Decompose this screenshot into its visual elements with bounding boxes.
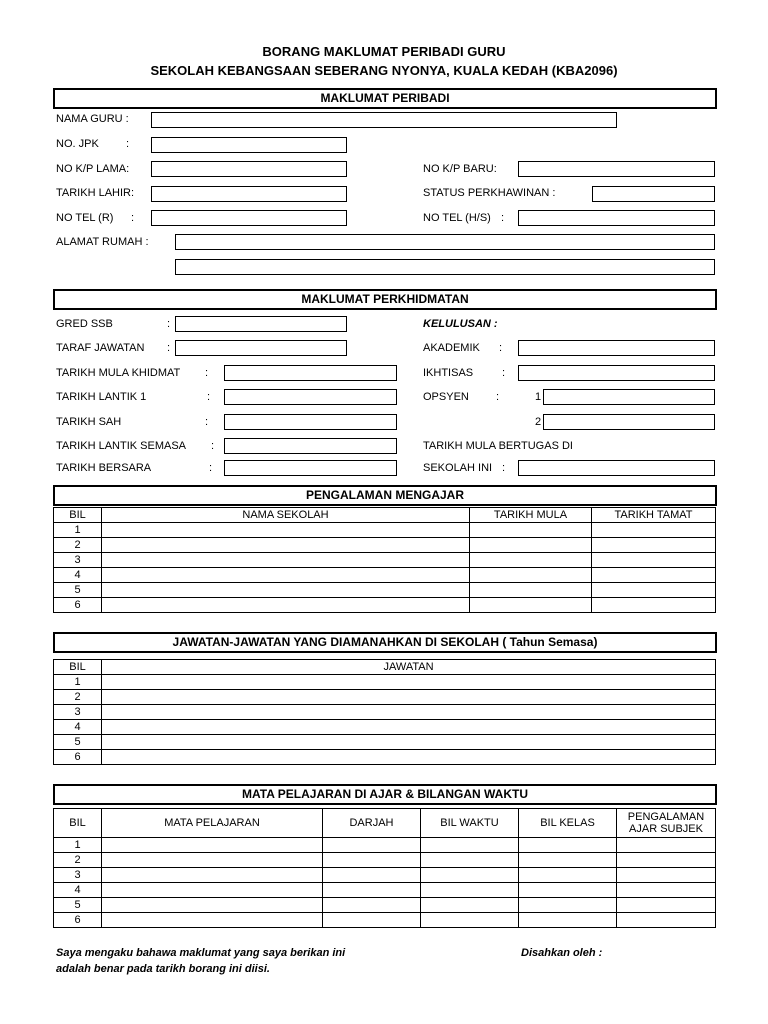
section-experience-header: PENGALAMAN MENGAJAR [53, 485, 717, 506]
alamat-rumah-field-2[interactable] [175, 259, 715, 275]
colon: : [502, 367, 506, 379]
table-cell[interactable] [617, 913, 716, 928]
table-cell[interactable] [421, 913, 519, 928]
table-cell[interactable] [102, 690, 716, 705]
no-jpk-field[interactable] [151, 137, 347, 153]
row-number: 4 [54, 883, 102, 898]
table-cell[interactable] [592, 538, 716, 553]
experience-header-row [54, 508, 716, 523]
table-cell[interactable] [592, 568, 716, 583]
label-no-kp-baru: NO K/P BARU: [423, 163, 497, 175]
table-row [54, 705, 716, 720]
table-cell[interactable] [421, 898, 519, 913]
table-cell[interactable] [519, 898, 617, 913]
label-ikhtisas: IKHTISAS [423, 367, 474, 379]
table-cell[interactable] [323, 898, 421, 913]
table-cell[interactable] [323, 868, 421, 883]
no-kp-baru-field[interactable] [518, 161, 715, 177]
declaration-line-1: Saya mengaku bahawa maklumat yang saya berikan ini [56, 947, 346, 959]
col-jawatan: JAWATAN [102, 660, 716, 675]
table-row [54, 735, 716, 750]
label-gred-ssb: GRED SSB [56, 318, 113, 330]
col-darjah: DARJAH [323, 809, 421, 838]
row-number: 2 [54, 538, 102, 553]
table-row [54, 523, 716, 538]
no-kp-lama-field[interactable] [151, 161, 347, 177]
tarikh-lahir-field[interactable] [151, 186, 347, 202]
table-cell[interactable] [519, 913, 617, 928]
label-alamat-rumah: ALAMAT RUMAH : [56, 236, 149, 248]
label-status-perkahwinan: STATUS PERKHAWINAN : [423, 187, 556, 199]
label-akademik: AKADEMIK [423, 342, 480, 354]
form-title: BORANG MAKLUMAT PERIBADI GURU [262, 44, 506, 59]
table-cell[interactable] [519, 853, 617, 868]
label-no-tel-hs: NO TEL (H/S) [423, 212, 491, 224]
colon: : [167, 318, 171, 330]
table-cell[interactable] [102, 583, 470, 598]
col-bil-waktu: BIL WAKTU [421, 809, 519, 838]
label-tarikh-lantik-semasa: TARIKH LANTIK SEMASA [56, 440, 186, 452]
declaration-line-2: adalah benar pada tarikh borang ini diisi. [56, 963, 270, 975]
table-cell[interactable] [617, 853, 716, 868]
alamat-rumah-field-1[interactable] [175, 234, 715, 250]
table-cell[interactable] [323, 853, 421, 868]
table-cell[interactable] [102, 598, 470, 613]
table-cell[interactable] [470, 598, 592, 613]
row-number: 1 [54, 523, 102, 538]
school-name: SEKOLAH KEBANGSAAN SEBERANG NYONYA, KUALA KEDAH (KBA2096) [150, 63, 618, 78]
table-row [54, 675, 716, 690]
label-no-kp-lama: NO K/P LAMA: [56, 163, 130, 175]
table-cell[interactable] [470, 538, 592, 553]
table-cell[interactable] [421, 868, 519, 883]
colon: : [209, 462, 213, 474]
tarikh-sah-field[interactable] [224, 414, 397, 430]
label-tarikh-mula-bertugas: TARIKH MULA BERTUGAS DI [423, 440, 573, 452]
table-cell[interactable] [102, 675, 716, 690]
row-number: 5 [54, 898, 102, 913]
colon: : [205, 416, 209, 428]
row-number: 3 [54, 705, 102, 720]
table-cell[interactable] [102, 868, 323, 883]
table-row [54, 883, 716, 898]
table-cell[interactable] [102, 750, 716, 765]
col-bil-kelas: BIL KELAS [519, 809, 617, 838]
table-cell[interactable] [470, 553, 592, 568]
label-kelulusan: KELULUSAN : [423, 318, 498, 330]
taraf-jawatan-field[interactable] [175, 340, 347, 356]
col-tarikh-tamat: TARIKH TAMAT [592, 508, 716, 523]
table-row [54, 538, 716, 553]
akademik-field[interactable] [518, 340, 715, 356]
label-tarikh-lahir: TARIKH LAHIR: [56, 187, 135, 199]
table-cell[interactable] [102, 853, 323, 868]
row-number: 2 [54, 690, 102, 705]
table-row [54, 598, 716, 613]
subjects-header-row [54, 809, 716, 838]
colon: : [499, 342, 503, 354]
opsyen-2-field[interactable] [543, 414, 715, 430]
table-cell[interactable] [102, 838, 323, 853]
table-cell[interactable] [470, 583, 592, 598]
row-number: 6 [54, 913, 102, 928]
opsyen-number-2: 2 [535, 416, 542, 428]
col-bil: BIL [54, 508, 102, 523]
table-row [54, 750, 716, 765]
no-tel-hs-field[interactable] [518, 210, 715, 226]
label-no-jpk: NO. JPK [56, 138, 99, 150]
table-cell[interactable] [470, 523, 592, 538]
table-row [54, 690, 716, 705]
table-row [54, 898, 716, 913]
table-cell[interactable] [102, 883, 323, 898]
table-row [54, 838, 716, 853]
sekolah-ini-field[interactable] [518, 460, 715, 476]
row-number: 1 [54, 675, 102, 690]
table-cell[interactable] [102, 538, 470, 553]
table-cell[interactable] [102, 523, 470, 538]
positions-table [53, 659, 716, 765]
row-number: 6 [54, 598, 102, 613]
positions-header-row [54, 660, 716, 675]
table-cell[interactable] [421, 883, 519, 898]
table-cell[interactable] [592, 523, 716, 538]
table-cell[interactable] [470, 568, 592, 583]
tarikh-lantik-1-field[interactable] [224, 389, 397, 405]
label-tarikh-lantik-1: TARIKH LANTIK 1 [56, 391, 147, 403]
row-number: 5 [54, 735, 102, 750]
table-cell[interactable] [102, 553, 470, 568]
table-row [54, 868, 716, 883]
col-bil: BIL [54, 809, 102, 838]
row-number: 2 [54, 853, 102, 868]
table-cell[interactable] [102, 720, 716, 735]
col-pengalaman-ajar-subjek: PENGALAMAN AJAR SUBJEK [617, 809, 716, 838]
colon: : [131, 212, 135, 224]
no-tel-r-field[interactable] [151, 210, 347, 226]
opsyen-1-field[interactable] [543, 389, 715, 405]
label-nama-guru: NAMA GURU : [56, 113, 129, 125]
label-no-tel-r: NO TEL (R) [56, 212, 114, 224]
colon: : [496, 391, 500, 403]
table-cell[interactable] [102, 705, 716, 720]
col-tarikh-mula: TARIKH MULA [470, 508, 592, 523]
label-tarikh-bersara: TARIKH BERSARA [56, 462, 152, 474]
row-number: 1 [54, 838, 102, 853]
table-row [54, 913, 716, 928]
table-cell[interactable] [519, 838, 617, 853]
subjects-table [53, 808, 716, 928]
status-perkahwinan-field[interactable] [592, 186, 715, 202]
section-personal-header: MAKLUMAT PERIBADI [53, 88, 717, 109]
colon: : [501, 212, 505, 224]
label-tarikh-mula-khidmat: TARIKH MULA KHIDMAT [56, 367, 181, 379]
table-cell[interactable] [617, 898, 716, 913]
col-mata-pelajaran: MATA PELAJARAN [102, 809, 323, 838]
label-tarikh-sah: TARIKH SAH [56, 416, 122, 428]
table-cell[interactable] [519, 868, 617, 883]
label-taraf-jawatan: TARAF JAWATAN [56, 342, 145, 354]
row-number: 4 [54, 720, 102, 735]
colon: : [211, 440, 215, 452]
col-nama-sekolah: NAMA SEKOLAH [102, 508, 470, 523]
section-subjects-header: MATA PELAJARAN DI AJAR & BILANGAN WAKTU [53, 784, 717, 805]
table-cell[interactable] [323, 913, 421, 928]
table-cell[interactable] [617, 883, 716, 898]
ikhtisas-field[interactable] [518, 365, 715, 381]
table-row [54, 720, 716, 735]
table-cell[interactable] [617, 838, 716, 853]
label-opsyen: OPSYEN [423, 391, 469, 403]
colon: : [205, 367, 209, 379]
section-positions-header: JAWATAN-JAWATAN YANG DIAMANAHKAN DI SEKOLAH ( Tahun Semasa) [53, 632, 717, 653]
nama-guru-field[interactable] [151, 112, 617, 128]
opsyen-number-1: 1 [535, 391, 542, 403]
table-row [54, 553, 716, 568]
row-number: 5 [54, 583, 102, 598]
tarikh-mula-khidmat-field[interactable] [224, 365, 397, 381]
table-cell[interactable] [519, 883, 617, 898]
row-number: 4 [54, 568, 102, 583]
table-cell[interactable] [323, 883, 421, 898]
approved-by-label: Disahkan oleh : [521, 947, 603, 959]
table-cell[interactable] [421, 838, 519, 853]
table-row [54, 568, 716, 583]
label-sekolah-ini: SEKOLAH INI [423, 462, 493, 474]
row-number: 3 [54, 868, 102, 883]
table-row [54, 853, 716, 868]
experience-table [53, 507, 716, 613]
table-cell[interactable] [592, 553, 716, 568]
table-cell[interactable] [592, 583, 716, 598]
colon: : [126, 138, 130, 150]
colon: : [207, 391, 211, 403]
col-bil: BIL [54, 660, 102, 675]
table-cell[interactable] [102, 735, 716, 750]
tarikh-bersara-field[interactable] [224, 460, 397, 476]
section-service-header: MAKLUMAT PERKHIDMATAN [53, 289, 717, 310]
table-cell[interactable] [102, 913, 323, 928]
row-number: 3 [54, 553, 102, 568]
table-cell[interactable] [592, 598, 716, 613]
gred-ssb-field[interactable] [175, 316, 347, 332]
row-number: 6 [54, 750, 102, 765]
table-cell[interactable] [421, 853, 519, 868]
colon: : [167, 342, 171, 354]
table-row [54, 583, 716, 598]
table-cell[interactable] [102, 568, 470, 583]
table-cell[interactable] [323, 838, 421, 853]
table-cell[interactable] [102, 898, 323, 913]
colon: : [502, 462, 506, 474]
table-cell[interactable] [617, 868, 716, 883]
tarikh-lantik-semasa-field[interactable] [224, 438, 397, 454]
